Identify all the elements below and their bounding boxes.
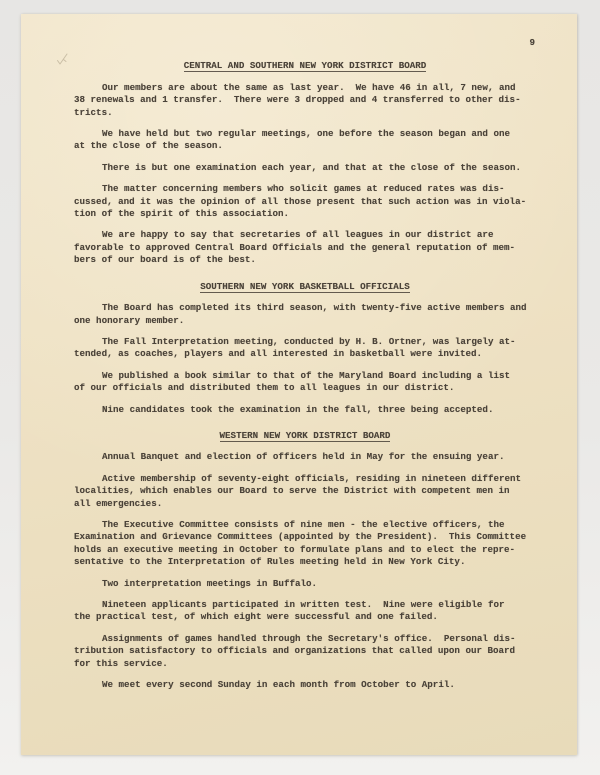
section-heading-text: WESTERN NEW YORK DISTRICT BOARD xyxy=(219,429,391,441)
paragraph: Annual Banquet and election of officers held in May for the ensuing year. xyxy=(102,451,505,463)
paragraph: The Executive Committee consists of nine men - the elective officers, the Examination and Grievance Committees (appointed by the President). This Committee holds an executive meeting in October to formulate plans and to elect the repre- sentative to the Interpretation of Rules meeting held in New York City. xyxy=(74,518,527,568)
section-heading xyxy=(74,430,536,442)
paragraph: There is but one examination each year, and that at the close of the season. xyxy=(102,161,522,173)
paragraph: Active membership of seventy-eight officials, residing in nineteen different localities, which enables our Board to serve the District with competent men in all emergencies. xyxy=(74,472,522,509)
paragraph: We meet every second Sunday in each month from October to April. xyxy=(102,679,455,691)
paragraph: We published a book similar to that of the Maryland Board including a list of our officials and distributed them to all leagues in our district. xyxy=(74,369,510,394)
paragraph: We are happy to say that secretaries of all leagues in our district are favorable to approved Central Board Officials and the general reputation of mem- bers of our board is of the best. xyxy=(74,229,516,266)
page-number: 9 xyxy=(529,37,535,48)
paragraph: Nineteen applicants participated in written test. Nine were eligible for the practical test, of which eight were successful and one failed. xyxy=(74,599,505,623)
paragraph: The matter concerning members who solicit games at reduced rates was dis- cussed, and it was the opinion of all those present that such action was in viola- tion of the spirit of this association. xyxy=(74,183,527,220)
section-heading-text: SOUTHERN NEW YORK BASKETBALL OFFICIALS xyxy=(200,280,410,292)
paragraph: Assignments of games handled through the Secretary's office. Personal dis- tribution satisfactory to officials and organizations that called upon our Board for this service. xyxy=(74,632,516,669)
paragraph: The Board has completed its third season, with twenty-five active members and one honorary member. xyxy=(74,302,527,326)
section-heading-text: CENTRAL AND SOUTHERN NEW YORK DISTRICT BOARD xyxy=(183,60,427,72)
section-heading xyxy=(74,281,536,293)
paragraph: We have held but two regular meetings, one before the season began and one at the close of the season. xyxy=(74,128,510,152)
section-heading xyxy=(74,60,536,72)
document-body xyxy=(74,14,536,700)
paragraph: Nine candidates took the examination in the fall, three being accepted. xyxy=(102,403,494,415)
pencil-mark xyxy=(54,50,72,72)
paragraph: Our members are about the same as last year. We have 46 in all, 7 new, and 38 renewals and 1 transfer. There were 3 dropped and 4 transferred to other dis- tricts. xyxy=(74,81,521,118)
document-page xyxy=(21,14,577,755)
paragraph: Two interpretation meetings in Buffalo. xyxy=(102,577,318,589)
document-sections xyxy=(74,60,536,691)
paragraph: The Fall Interpretation meeting, conducted by H. B. Ortner, was largely at- tended, as coaches, players and all interested in basketball were invited. xyxy=(74,335,516,360)
